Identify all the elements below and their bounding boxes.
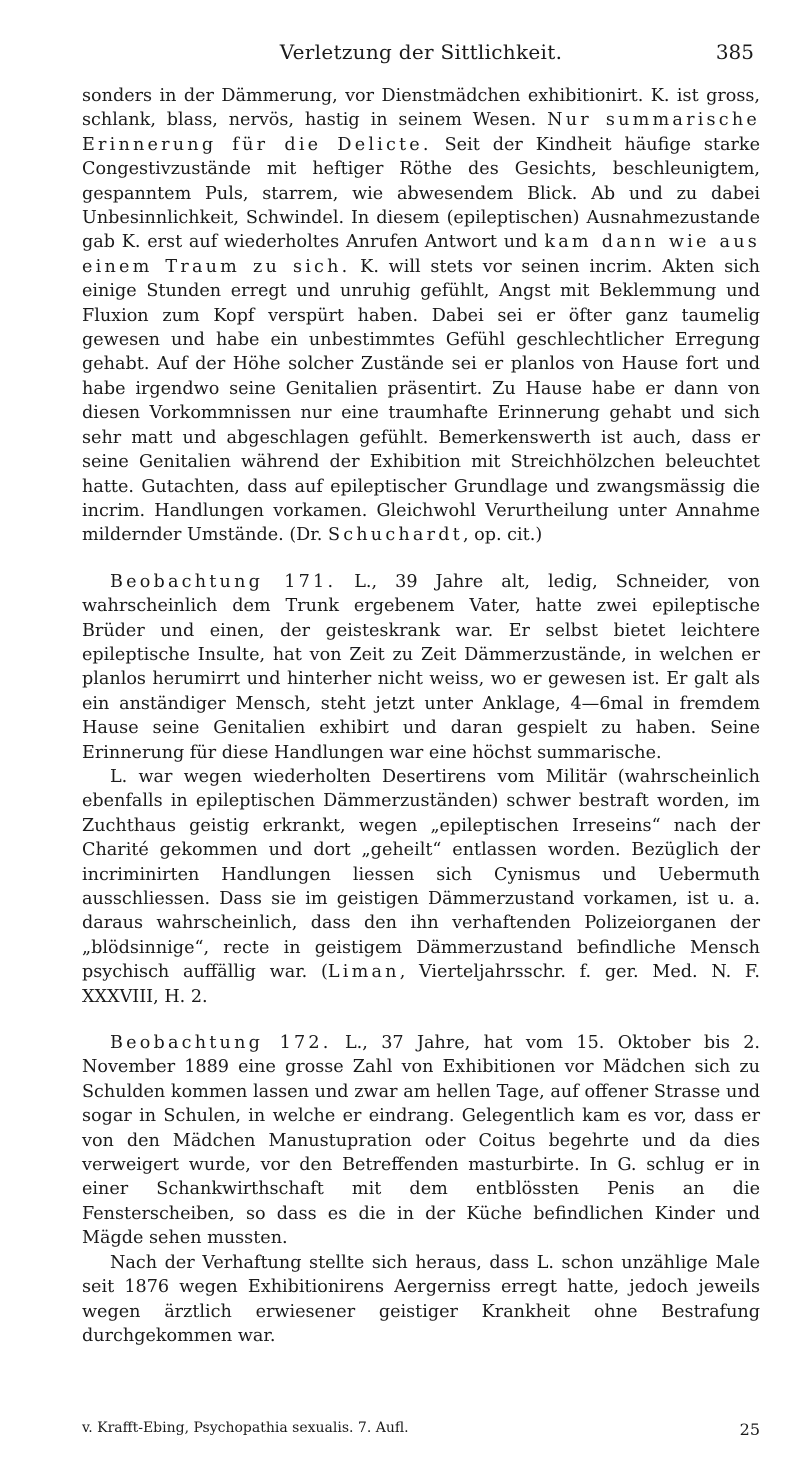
signature-mark: 25 [739,1420,760,1439]
text-run: L. war wegen wiederholten Desertirens vom Militär (wahrscheinlich ebenfalls in epileptischen Dämmerzuständen) schwer bestraft worden, im Zuchthaus geistig erkrankt, wegen „epileptischen Irreseins“ nach der Charité gekommen und dort „geheilt“ entlassen worden. Bezüglich der incriminirten Handlungen liessen sich Cynismus und Uebermuth ausschliessen. Dass sie im geistigen Dämmerzustand vorkamen, ist u. a. daraus wahrscheinlich, dass den ihn verhaftenden Polizeiorganen der „blödsinnige“, recte in geistigem Dämmerzustand befindliche Mensch psychisch auffällig war. ( [82,766,760,983]
text-run: , Vierteljahrsschr. f. ger. Med. N. F. XXXVIII, H. 2. [82,962,760,1007]
page-header [82,0,760,84]
paragraph-observation-172-cont: Nach der Verhaftung stellte sich heraus, dass L. schon unzählige Male seit 1876 wegen Exhibitionirens Aergerniss erregt hatte, jedoch jeweils wegen ärztlich erwiesener geistiger Krankheit ohne Bestrafung durchgekommen war. [82,1252,760,1346]
author-name: Liman [327,962,400,983]
observation-171 [82,570,760,765]
text-run: , op. cit.) [462,525,543,546]
page-footer [82,1420,760,1439]
text-run: sonders in der Dämmerung, vor Dienstmädchen exhibitionirt. K. ist gross, schlank, blass, nervös, hastig in seinem Wesen. [82,86,760,131]
footer-citation: v. Krafft-Ebing, Psychopathia sexualis. 7. Aufl. [82,1420,409,1436]
emphasis-spaced: kam dann wie aus einem Traum zu sich. [82,232,760,277]
text-run: K. will stets vor seinen incrim. Akten sich einige Stunden erregt und unruhig gefühlt, Angst mit Beklemmung und Fluxion zum Kopf verspürt haben. Dabei sei er öfter ganz taumelig gewesen und habe ein unbestimmtes Gefühl geschlechtlicher Erregung gehabt. Auf der Höhe solcher Zustände sei er planlos von Hause fort und habe irgendwo seine Genitalien präsentirt. Zu Hause habe er dann von diesen Vorkommnissen nur eine traumhafte Erinnerung gehabt und sich sehr matt und abgeschlagen gefühlt. Bemerkenswerth ist auch, dass er seine Genitalien während der Exhibition mit Streichhölzchen beleuchtet hatte. Gutachten, dass auf epileptischer Grundlage und zwangsmässig die incrim. Handlungen vorkamen. Gleichwohl Verurtheilung unter Annahme mildernder Umstände. (Dr. [82,256,760,546]
observation-heading: Beobachtung 171. [110,571,337,592]
observation-172 [82,1031,760,1251]
author-name: Schuchardt [327,525,463,546]
text-run: L., 39 Jahre alt, ledig, Schneider, von wahrscheinlich dem Trunk ergebenem Vater, hatte zwei epileptische Brüder und einen, der geisteskrank war. Er selbst bietet leichtere epileptische Insulte, hat von Zeit zu Zeit Dämmerzustände, in welchen er planlos herumirrt und hinterher nicht weiss, wo er gewesen ist. Er galt als ein anständiger Mensch, steht jetzt unter Anklage, 4—6mal in fremdem Hause seine Genitalien exhibirt und daran gespielt zu haben. Seine Erinnerung für diese Handlungen war eine höchst summarische. [82,571,760,763]
observation-heading: Beobachtung 172. [110,1033,332,1054]
paragraph-case-k [82,84,760,548]
text-run: Seit der Kindheit häufige starke Congestivzustände mit heftiger Röthe des Gesichts, beschleunigtem, gespanntem Puls, starrem, wie abwesendem Blick. Ab und zu dabei Unbesinnlichkeit, Schwindel. In diesem (epileptischen) Ausnahmezustande gab K. erst auf wiederholtes Anrufen Antwort und [82,134,760,253]
body-text [82,84,760,1348]
text-run: L., 37 Jahre, hat vom 15. Oktober bis 2. November 1889 eine grosse Zahl von Exhibitionen vor Mädchen sich zu Schulden kommen lassen und zwar am hellen Tage, auf offener Strasse und sogar in Schulen, in welche er eindrang. Gelegentlich kam es vor, dass er von den Mädchen Manustupration oder Coitus begehrte und da dies verweigert wurde, vor den Betreffenden masturbirte. In G. schlug er in einer Schankwirthschaft mit dem entblössten Penis an die Fensterscheiben, so dass es die in der Küche befindlichen Kinder und Mägde sehen mussten. [82,1033,760,1249]
running-title: Verletzung der Sittlichkeit. [279,40,563,64]
page-number: 385 [715,40,754,64]
paragraph-observation-171-cont [82,765,760,1009]
emphasis-spaced: Nur summarische Erinnerung für die Delicte. [82,110,760,155]
